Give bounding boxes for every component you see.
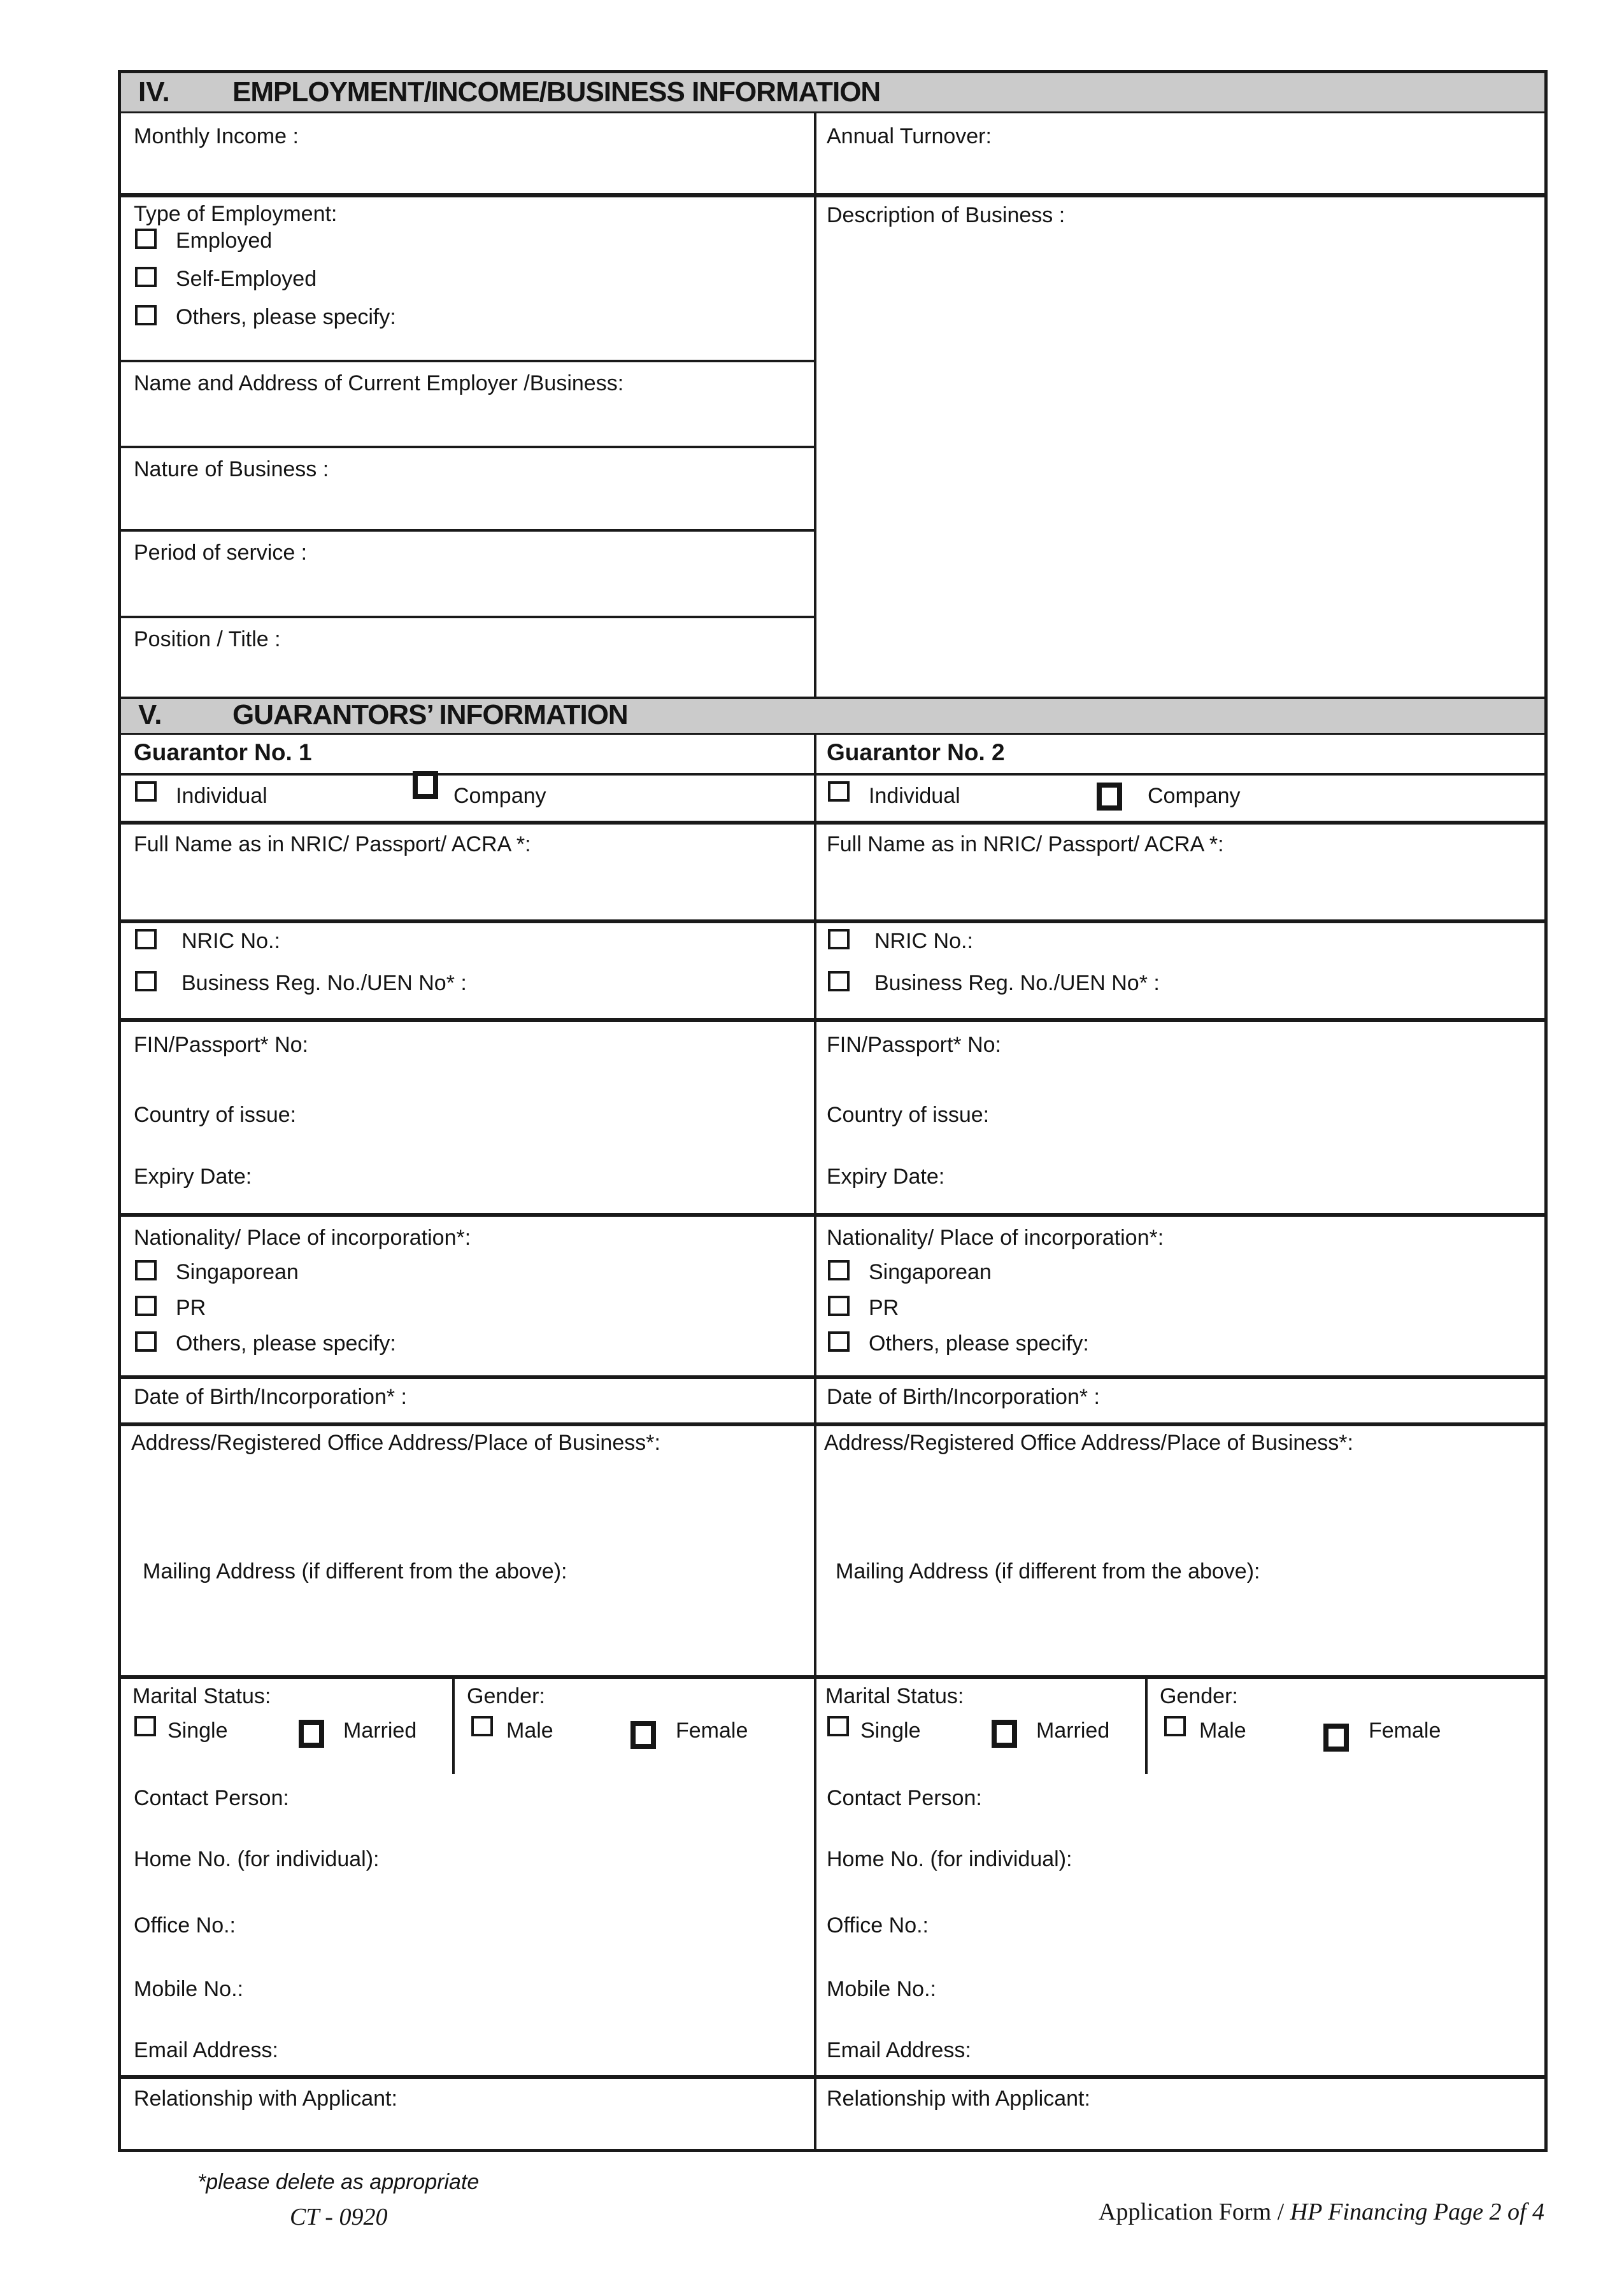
g1-individual-checkbox[interactable]	[135, 781, 157, 802]
period-of-service-label: Period of service :	[134, 541, 308, 565]
g1-pr-checkbox[interactable]	[135, 1296, 157, 1316]
g1-nric-label: NRIC No.:	[182, 929, 280, 953]
g2-individual-checkbox[interactable]	[828, 781, 850, 802]
g2-nric-checkbox[interactable]	[828, 929, 850, 949]
g1-expiry-date-label: Expiry Date:	[134, 1165, 252, 1189]
g1-nationality-others-label: Others, please specify:	[176, 1331, 396, 1356]
g2-fin-passport-label: FIN/Passport* No:	[827, 1033, 1001, 1057]
g2-male-checkbox[interactable]	[1164, 1716, 1186, 1736]
divider	[121, 2075, 1544, 2079]
g1-female-checkbox[interactable]	[630, 1721, 656, 1749]
g1-mailing-label: Mailing Address (if different from the above):	[143, 1559, 567, 1584]
g1-country-of-issue-label: Country of issue:	[134, 1103, 297, 1127]
g1-mobile-no-label: Mobile No.:	[134, 1977, 243, 2001]
g1-nationality-others-checkbox[interactable]	[135, 1331, 157, 1352]
section-iv-title: EMPLOYMENT/INCOME/BUSINESS INFORMATION	[232, 76, 881, 108]
g2-nric-label: NRIC No.:	[874, 929, 973, 953]
section-v-title: GUARANTORS’ INFORMATION	[232, 699, 628, 730]
g2-single-label: Single	[860, 1718, 921, 1743]
employer-label: Name and Address of Current Employer /Business:	[134, 371, 624, 395]
g2-pr-label: PR	[869, 1296, 899, 1320]
g2-gender-label: Gender:	[1160, 1684, 1238, 1708]
divider	[121, 697, 1544, 699]
g1-business-reg-checkbox[interactable]	[135, 971, 157, 991]
g2-female-label: Female	[1369, 1718, 1441, 1743]
divider	[121, 919, 1544, 923]
g1-single-label: Single	[167, 1718, 228, 1743]
g2-business-reg-checkbox[interactable]	[828, 971, 850, 991]
guarantor2-title: Guarantor No. 2	[827, 739, 1005, 765]
divider	[121, 360, 814, 362]
g1-male-checkbox[interactable]	[471, 1716, 493, 1736]
column-divider	[814, 733, 816, 2149]
divider	[121, 616, 814, 618]
g1-nric-checkbox[interactable]	[135, 929, 157, 949]
g1-female-label: Female	[676, 1718, 748, 1743]
g1-relationship-label: Relationship with Applicant:	[134, 2087, 397, 2111]
g1-marital-status-label: Marital Status:	[132, 1684, 271, 1708]
g1-gender-label: Gender:	[467, 1684, 545, 1708]
self-employed-checkbox[interactable]	[135, 267, 157, 287]
doc-reference-italic: HP Financing Page 2 of 4	[1290, 2199, 1544, 2225]
divider	[121, 1422, 1544, 1426]
g1-single-checkbox[interactable]	[134, 1716, 156, 1736]
g2-company-checkbox[interactable]	[1097, 783, 1122, 811]
position-title-label: Position / Title :	[134, 627, 281, 651]
marital-gender-divider-g1	[452, 1675, 455, 1774]
g2-office-no-label: Office No.:	[827, 1913, 929, 1938]
g2-nationality-others-label: Others, please specify:	[869, 1331, 1089, 1356]
section-iv-number: IV.	[138, 76, 170, 108]
divider	[121, 193, 1544, 197]
doc-reference	[1099, 2198, 1544, 2226]
nature-of-business-label: Nature of Business :	[134, 457, 329, 481]
g1-nationality-label: Nationality/ Place of incorporation*:	[134, 1226, 471, 1250]
divider	[121, 446, 814, 448]
g2-nationality-label: Nationality/ Place of incorporation*:	[827, 1226, 1164, 1250]
g2-marital-status-label: Marital Status:	[825, 1684, 964, 1708]
g1-fin-passport-label: FIN/Passport* No:	[134, 1033, 308, 1057]
g1-company-label: Company	[453, 784, 546, 808]
divider	[121, 1375, 1544, 1379]
divider	[121, 821, 1544, 825]
g1-address-label: Address/Registered Office Address/Place of Business*:	[131, 1431, 660, 1455]
g1-married-checkbox[interactable]	[299, 1720, 324, 1748]
g1-pr-label: PR	[176, 1296, 206, 1320]
divider	[121, 1018, 1544, 1022]
g1-male-label: Male	[506, 1718, 553, 1743]
marital-gender-divider-g2	[1145, 1675, 1148, 1774]
g2-mobile-no-label: Mobile No.:	[827, 1977, 936, 2001]
g1-married-label: Married	[343, 1718, 417, 1743]
column-divider	[814, 111, 816, 697]
g2-contact-person-label: Contact Person:	[827, 1786, 982, 1810]
g2-company-label: Company	[1148, 784, 1241, 808]
employment-others-checkbox[interactable]	[135, 305, 157, 325]
description-of-business-label: Description of Business :	[827, 203, 1065, 227]
self-employed-label: Self-Employed	[176, 267, 317, 291]
employed-checkbox[interactable]	[135, 229, 157, 249]
g2-single-checkbox[interactable]	[827, 1716, 849, 1736]
g1-company-checkbox[interactable]	[413, 771, 438, 799]
g2-dob-label: Date of Birth/Incorporation* :	[827, 1385, 1100, 1409]
section-v-number: V.	[138, 699, 162, 730]
form-code: CT - 0920	[290, 2204, 388, 2230]
divider	[121, 733, 1544, 735]
g2-expiry-date-label: Expiry Date:	[827, 1165, 945, 1189]
g2-married-label: Married	[1036, 1718, 1110, 1743]
g1-individual-label: Individual	[176, 784, 267, 808]
g2-business-reg-label: Business Reg. No./UEN No* :	[874, 971, 1160, 995]
doc-reference-normal: Application Form /	[1098, 2199, 1290, 2225]
divider	[121, 1675, 1544, 1679]
g1-office-no-label: Office No.:	[134, 1913, 236, 1938]
g2-nationality-others-checkbox[interactable]	[828, 1331, 850, 1352]
g1-contact-person-label: Contact Person:	[134, 1786, 289, 1810]
g2-female-checkbox[interactable]	[1323, 1724, 1349, 1752]
divider	[121, 1213, 1544, 1217]
g2-address-label: Address/Registered Office Address/Place of Business*:	[824, 1431, 1353, 1455]
g2-full-name-label: Full Name as in NRIC/ Passport/ ACRA *:	[827, 832, 1224, 856]
g2-singaporean-checkbox[interactable]	[828, 1260, 850, 1280]
monthly-income-label: Monthly Income :	[134, 124, 299, 148]
g1-home-no-label: Home No. (for individual):	[134, 1847, 380, 1871]
g2-email-label: Email Address:	[827, 2038, 971, 2062]
g2-singaporean-label: Singaporean	[869, 1260, 992, 1284]
g2-relationship-label: Relationship with Applicant:	[827, 2087, 1090, 2111]
footnote: *please delete as appropriate	[197, 2170, 480, 2194]
g2-male-label: Male	[1199, 1718, 1246, 1743]
annual-turnover-label: Annual Turnover:	[827, 124, 992, 148]
divider	[121, 111, 1544, 113]
g2-home-no-label: Home No. (for individual):	[827, 1847, 1072, 1871]
form-table	[118, 70, 1548, 2152]
guarantor1-title: Guarantor No. 1	[134, 739, 312, 765]
g1-full-name-label: Full Name as in NRIC/ Passport/ ACRA *:	[134, 832, 531, 856]
employment-others-label: Others, please specify:	[176, 305, 396, 329]
g2-mailing-label: Mailing Address (if different from the above):	[836, 1559, 1260, 1584]
g1-singaporean-label: Singaporean	[176, 1260, 299, 1284]
g1-email-label: Email Address:	[134, 2038, 278, 2062]
g2-individual-label: Individual	[869, 784, 960, 808]
g2-country-of-issue-label: Country of issue:	[827, 1103, 990, 1127]
type-of-employment-label: Type of Employment:	[134, 202, 338, 226]
g2-pr-checkbox[interactable]	[828, 1296, 850, 1316]
employed-label: Employed	[176, 229, 273, 253]
g1-dob-label: Date of Birth/Incorporation* :	[134, 1385, 408, 1409]
divider	[121, 529, 814, 532]
g1-singaporean-checkbox[interactable]	[135, 1260, 157, 1280]
g1-business-reg-label: Business Reg. No./UEN No* :	[182, 971, 467, 995]
g2-married-checkbox[interactable]	[992, 1720, 1017, 1748]
divider	[121, 773, 1544, 776]
